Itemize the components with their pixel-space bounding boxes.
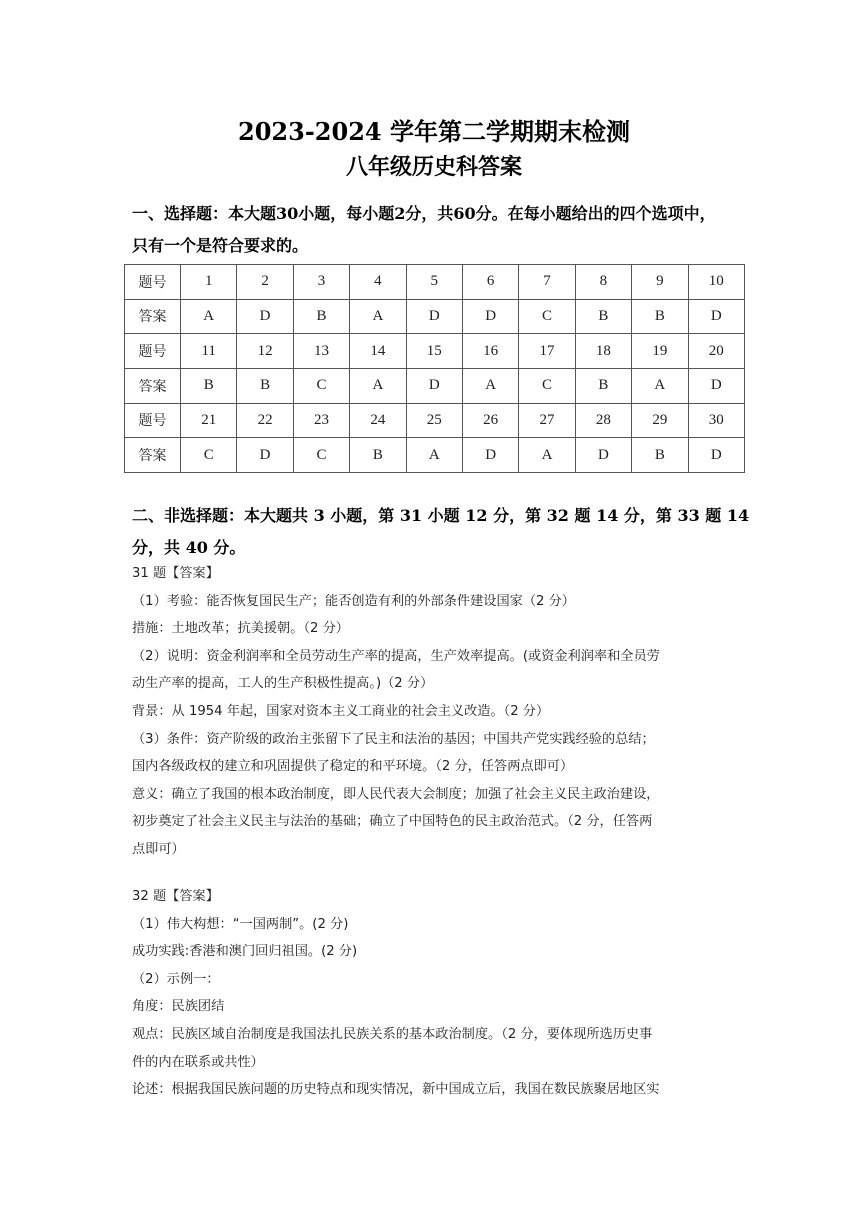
answer-table-cell: B: [181, 368, 237, 403]
answer-table-cell: 21: [181, 403, 237, 438]
answer-table-cell: 24: [350, 403, 406, 438]
answer-table-cell: 7: [519, 265, 575, 300]
answer-table-cell: 17: [519, 334, 575, 369]
answer-table-row: [125, 438, 745, 473]
answer-table-cell: A: [181, 299, 237, 334]
answer-table-row-label: 答案: [125, 368, 181, 403]
answer-table-cell: D: [406, 368, 462, 403]
answer-table-row-label: 答案: [125, 299, 181, 334]
answer-table-cell: 9: [632, 265, 688, 300]
answer-table-cell: 5: [406, 265, 462, 300]
answer-table-cell: 16: [462, 334, 518, 369]
section-2-heading-line-2: 分，共 40 分。: [132, 538, 246, 557]
answer-table-cell: A: [519, 438, 575, 473]
q31-line: （2）说明：资金利润率和全员劳动生产率的提高，生产效率提高。(或资金利润率和全员劳: [132, 648, 660, 664]
answer-table-cell: 12: [237, 334, 293, 369]
answer-table-cell: B: [350, 438, 406, 473]
q31-line: 背景：从 1954 年起，国家对资本主义工商业的社会主义改造。（2 分）: [132, 703, 550, 719]
answer-table-row-label: 答案: [125, 438, 181, 473]
q31-line: 意义：确立了我国的根本政治制度，即人民代表大会制度；加强了社会主义民主政治建设，: [132, 786, 660, 802]
answer-table-cell: 2: [237, 265, 293, 300]
q31-line: 动生产率的提高，工人的生产积极性提高。)（2 分）: [132, 676, 434, 692]
answer-table-cell: 3: [293, 265, 349, 300]
q32-line: 32 题【答案】: [132, 889, 219, 904]
answer-table-cell: D: [237, 438, 293, 473]
section-1-heading: [132, 198, 752, 262]
answer-table-cell: A: [462, 368, 518, 403]
q32-line: 观点：民族区域自治制度是我国法扎民族关系的基本政治制度。（2 分，要体现所选历史事: [132, 1026, 653, 1042]
answer-table-cell: 19: [632, 334, 688, 369]
answer-table-cell: B: [632, 299, 688, 334]
answer-table-cell: A: [350, 368, 406, 403]
answer-table-cell: 29: [632, 403, 688, 438]
answer-table-cell: 28: [575, 403, 631, 438]
section-1-heading-line-1: 一、选择题：本大题30小题，每小题2分，共60分。在每小题给出的四个选项中，: [132, 204, 716, 223]
answer-table-cell: D: [237, 299, 293, 334]
answer-table-cell: D: [688, 368, 744, 403]
answer-table-row: [125, 368, 745, 403]
q31-line: 国内各级政权的建立和巩固提供了稳定的和平环境。（2 分，任答两点即可）: [132, 759, 574, 775]
answer-table-cell: B: [632, 438, 688, 473]
document-title: 2023-2024 学年第二学期期末检测: [238, 117, 630, 146]
answer-table-row: [125, 334, 745, 369]
answer-table-cell: 22: [237, 403, 293, 438]
answer-table-cell: 10: [688, 265, 744, 300]
answer-table-row: [125, 265, 745, 300]
answer-table-cell: B: [575, 299, 631, 334]
answer-table-cell: 20: [688, 334, 744, 369]
answer-table-cell: C: [519, 368, 575, 403]
multiple-choice-answer-table: [124, 264, 745, 473]
answer-table-cell: A: [406, 438, 462, 473]
answer-table-cell: 15: [406, 334, 462, 369]
answer-table-cell: 27: [519, 403, 575, 438]
answer-table-cell: D: [462, 299, 518, 334]
answer-table-cell: 11: [181, 334, 237, 369]
answer-table-cell: D: [406, 299, 462, 334]
answer-table-cell: C: [293, 438, 349, 473]
answer-table-row: [125, 299, 745, 334]
q31-line: 措施：土地改革；抗美援朝。（2 分）: [132, 621, 349, 637]
answer-table-cell: D: [688, 299, 744, 334]
document-subtitle: 八年级历史科答案: [345, 154, 522, 180]
answer-table-cell: 6: [462, 265, 518, 300]
answer-table-cell: B: [293, 299, 349, 334]
answer-table-cell: 13: [293, 334, 349, 369]
answer-table-cell: D: [575, 438, 631, 473]
answer-table-row-label: 题号: [125, 403, 181, 438]
answer-table-cell: 26: [462, 403, 518, 438]
q31-line: 31 题【答案】: [132, 566, 219, 581]
question-32-answer: [132, 883, 744, 1104]
answer-table-row-label: 题号: [125, 334, 181, 369]
q31-line: 初步奠定了社会主义民主与法治的基础；确立了中国特色的民主政治范式。（2 分，任答两: [132, 814, 653, 830]
answer-table-cell: 25: [406, 403, 462, 438]
q32-line: 件的内在联系或共性）: [132, 1054, 264, 1070]
question-31-answer: [132, 560, 744, 864]
answer-table-cell: A: [350, 299, 406, 334]
answer-table-cell: D: [462, 438, 518, 473]
answer-table-cell: 23: [293, 403, 349, 438]
answer-table-cell: C: [293, 368, 349, 403]
answer-table-cell: A: [632, 368, 688, 403]
q32-line: 角度：民族团结: [132, 999, 225, 1015]
q31-line: （1）考验：能否恢复国民生产；能否创造有利的外部条件建设国家（2 分）: [132, 593, 575, 609]
q32-line: （1）伟大构想：“一国两制”。(2 分): [132, 916, 349, 932]
answer-table-cell: D: [688, 438, 744, 473]
q31-line: 点即可）: [132, 841, 185, 857]
answer-table-row-label: 题号: [125, 265, 181, 300]
answer-table-cell: B: [575, 368, 631, 403]
q32-line: （2）示例一：: [132, 971, 220, 987]
answer-table-cell: C: [519, 299, 575, 334]
answer-table-cell: 4: [350, 265, 406, 300]
answer-table-row: [125, 403, 745, 438]
q32-line: 论述：根据我国民族问题的历史特点和现实情况，新中国成立后，我国在数民族聚居地区实: [132, 1082, 660, 1098]
section-2-heading-line-1: 二、非选择题：本大题共 3 小题，第 31 小题 12 分，第 32 题 14 分，第 33 题 14: [132, 506, 750, 525]
answer-table-cell: 30: [688, 403, 744, 438]
answer-table-cell: 18: [575, 334, 631, 369]
section-1-heading-line-2: 只有一个是符合要求的。: [132, 236, 309, 255]
answer-table-cell: 14: [350, 334, 406, 369]
section-2-heading: [132, 500, 752, 564]
answer-table-cell: B: [237, 368, 293, 403]
answer-table-cell: 1: [181, 265, 237, 300]
answer-table-cell: 8: [575, 265, 631, 300]
q31-line: （3）条件：资产阶级的政治主张留下了民主和法治的基因；中国共产党实践经验的总结；: [132, 731, 655, 747]
q32-line: 成功实践:香港和澳门回归祖国。(2 分): [132, 944, 358, 960]
answer-table-cell: C: [181, 438, 237, 473]
